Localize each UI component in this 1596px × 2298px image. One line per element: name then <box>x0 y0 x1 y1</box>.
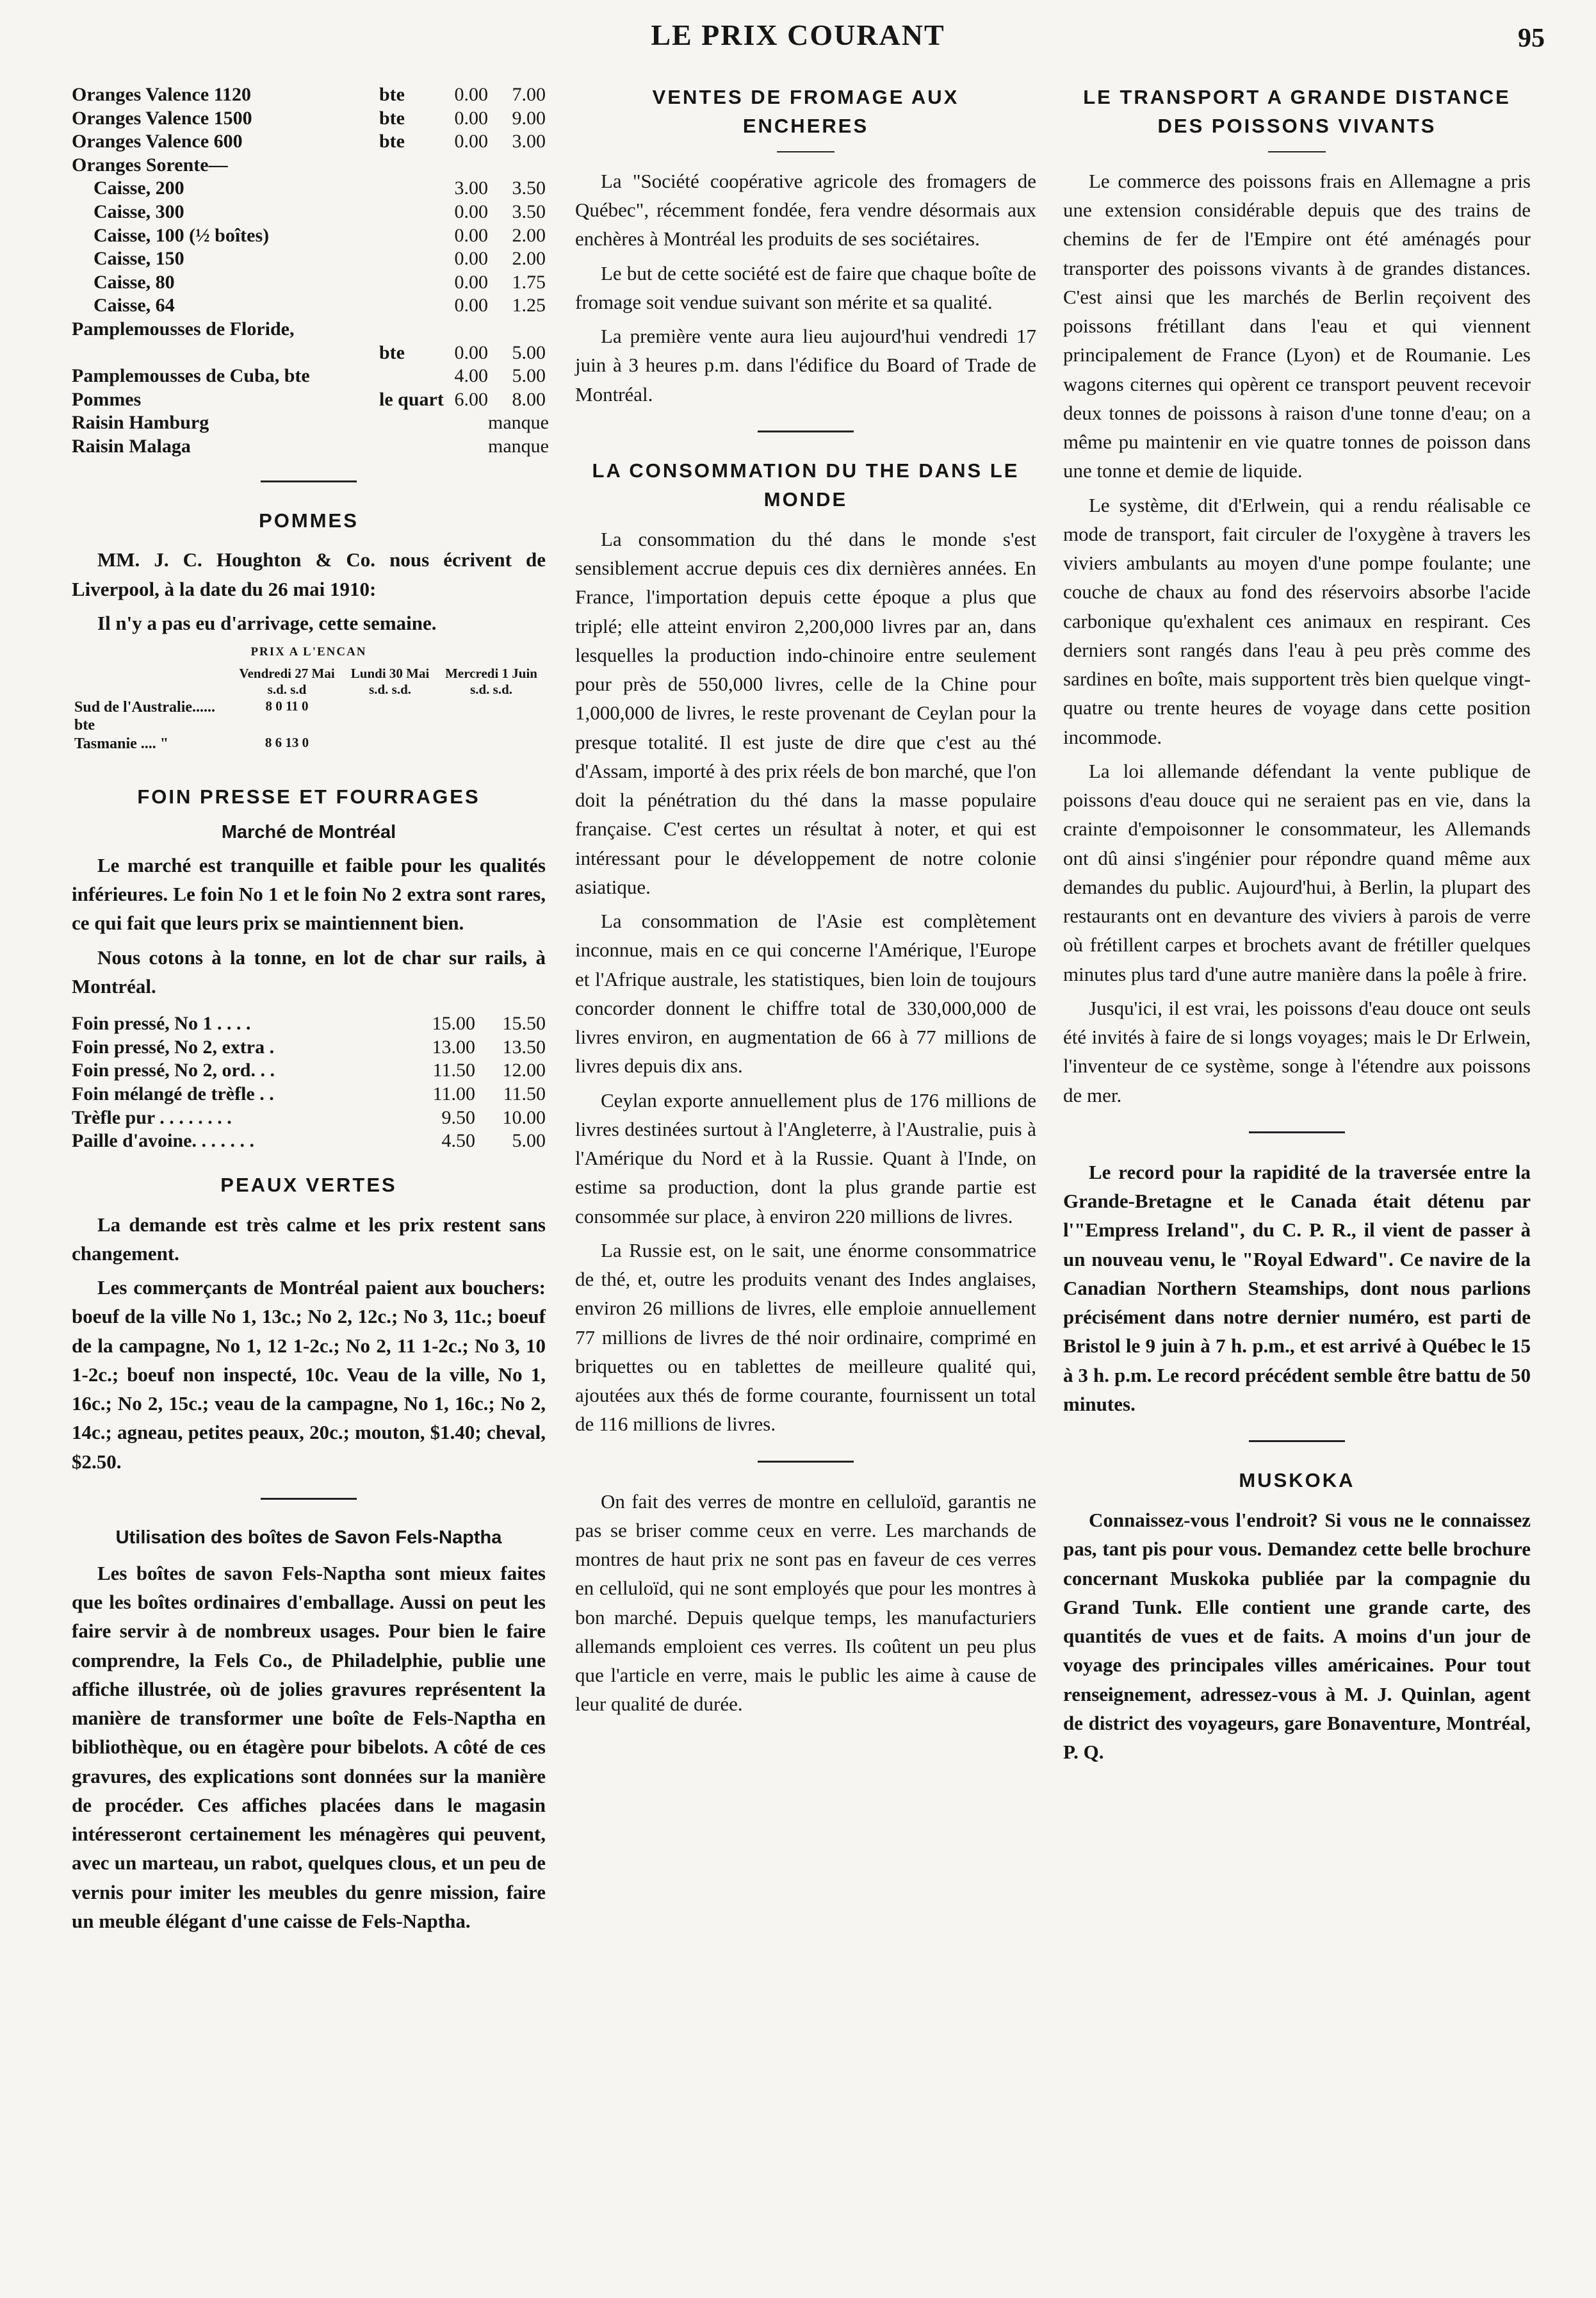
article-peaux <box>72 1171 546 1476</box>
running-title: LE PRIX COURANT <box>651 19 945 51</box>
price-value: 7.00 <box>512 84 546 105</box>
section-heading: PEAUX VERTES <box>220 1173 397 1196</box>
article-the <box>575 457 1036 1439</box>
section-divider <box>777 151 835 152</box>
table-row <box>72 698 546 735</box>
section-heading: POMMES <box>259 509 359 532</box>
price-value: 0.00 <box>454 295 488 316</box>
paragraph: Connaissez-vous l'endroit? Si vous ne le connaissez pas, tant pis pour vous. Demandez cette belle brochure concernant Muskoka publiée par la compagnie du Grand Tunk. Elle contient une grande carte, des quantités de vues et de faits. A moins d'un jour de voyage des principales villes américaines. Pour tout renseignement, adressez-vous à M. J. Quinlan, agent de district des voyageurs, gare Bonaventure, Montréal, P. Q. <box>1063 1509 1531 1764</box>
price-row <box>72 1083 546 1106</box>
price-value <box>430 411 488 435</box>
price-value: 0.00 <box>454 84 488 105</box>
price-row <box>72 1012 546 1036</box>
section-heading: VENTES DE FROMAGE AUX ENCHERES <box>652 86 959 137</box>
price-row <box>72 411 549 435</box>
fruit-price-list <box>72 83 549 459</box>
price-unit <box>379 247 430 271</box>
price-row <box>72 83 546 107</box>
price-row <box>72 224 546 248</box>
price-label: Raisin Malaga <box>72 435 191 457</box>
price-value: 3.50 <box>512 177 546 199</box>
section-subheading: Marché de Montréal <box>221 821 396 842</box>
paragraph: La consommation du thé dans le monde s'est sensiblement accrue depuis ces dix dernières années. En France, l'importation depuis cette époque a plus que triplé; elle atteint environ 2,200,000 livres par an, dans lesquelles la production indo-chinoire entre seulement pour près de 550,000 livres, celle de la Chine pour 1,000,000 de livres, le reste provenant de Ceylan pour la presque totalité. Il est juste de dire que c'est au thé d'Assam, importé à des prix réels de bon marché, que l'on doit la pénétration du thé dans la masse populaire française. C'est certes un résultat à noter, et qui est intéressant pour le développement de notre colonie asiatique. <box>575 527 1036 898</box>
paragraph: Le but de cette société est de faire que chaque boîte de fromage soit vendue suivant son mérite et sa qualité. <box>575 261 1036 313</box>
price-row <box>72 107 546 131</box>
section-divider <box>758 431 854 432</box>
column-right <box>1063 83 1531 1771</box>
price-row <box>72 365 546 388</box>
price-unit: bte <box>379 341 405 363</box>
price-label: Foin pressé, No 1 . . . . <box>72 1013 251 1035</box>
price-value: 0.00 <box>454 107 488 129</box>
price-label: Oranges Valence 600 <box>72 131 243 152</box>
column-subheader: s.d. s.d. <box>470 682 513 698</box>
table-cell <box>437 735 546 753</box>
paragraph: La première vente aura lieu aujourd'hui vendredi 17 juin à 3 heures p.m. dans l'édifice du Board of Trade de Montréal. <box>575 325 1036 406</box>
price-unit: bte <box>379 131 405 152</box>
price-row <box>72 201 546 224</box>
price-unit <box>379 411 430 435</box>
paragraph: La consommation de l'Asie est complètement inconnue, mais en ce qui concerne l'Amérique, l'Europe et l'Afrique australe, les statistiques, bien loin de toujours concorder donnent le chiffre total de 330,000,000 de livres environ, en augmentation de 66 à 77 millions de livres depuis dix ans. <box>575 910 1036 1078</box>
section-divider <box>1268 151 1326 152</box>
price-value: 2.00 <box>512 224 546 246</box>
price-label: Paille d'avoine. . . . . . . <box>72 1130 254 1152</box>
price-label: Foin pressé, No 2, extra . <box>72 1036 275 1058</box>
price-row <box>72 130 546 154</box>
price-value: 15.50 <box>502 1013 546 1035</box>
price-unit: bte <box>379 107 405 129</box>
price-value: 10.00 <box>502 1106 546 1128</box>
price-row <box>72 294 546 318</box>
price-label: Raisin Hamburg <box>72 412 209 434</box>
price-value: 8.00 <box>512 388 546 410</box>
table-cell <box>343 698 437 735</box>
price-unit <box>379 318 430 341</box>
price-unit <box>379 154 430 177</box>
paragraph: La Russie est, on le sait, une énorme consommatrice de thé, et, outre les produits venant des Indes anglaises, environ 26 millions de livres, elle emploie annuellement 77 millions de livres de thé noir ordinaire, comprimé en briquettes ou en tablettes de meilleure qualité qui, ajoutées aux thés de forme courante, fournissent un total de 116 millions de livres. <box>575 1238 1036 1436</box>
table-cell <box>343 735 437 753</box>
column-middle <box>575 83 1036 1724</box>
price-row <box>72 271 546 295</box>
paragraph: Les boîtes de savon Fels-Naptha sont mieux faites que les boîtes ordinaires d'emballage. Aussi on peut les faire servir à de nombreux usages. Pour bien le faire comprendre, la Fels Co., de Philadelphie, publie une affiche illustrée, où de jolies gravures représentent la manière de transformer une boîte de Fels-Naptha en bibliothèque, ou en étagère pour bibelots. A côté de ces gravures, des explications sont données sur la manière de procéder. Ces affiches placées dans le magasin intéresseront certainement les ménagères qui peuvent, avec un marteau, un rabot, quelques clous, et un peu de vernis pour imiter les meubles du genre mission, faire un meuble élégant d'une caisse de Fels-Naptha. <box>72 1561 546 1932</box>
section-divider <box>1249 1440 1345 1442</box>
price-value: 9.50 <box>441 1106 475 1128</box>
section-heading: FOIN PRESSE ET FOURRAGES <box>137 785 480 808</box>
table-cell: 8 0 11 0 <box>265 698 309 714</box>
price-value <box>488 154 546 177</box>
price-unit <box>379 224 430 248</box>
price-label: Caisse, 64 <box>94 295 175 316</box>
price-row <box>72 247 546 271</box>
price-label: Oranges Valence 1120 <box>72 84 252 105</box>
price-value: 0.00 <box>454 224 488 246</box>
price-value <box>488 318 546 341</box>
table-row <box>72 735 546 753</box>
price-row <box>72 1106 546 1130</box>
price-value: 5.00 <box>512 341 546 363</box>
price-value: manque <box>488 435 549 457</box>
article-pommes <box>72 507 546 753</box>
column-header: Mercredi 1 Juin <box>445 666 537 682</box>
auction-price-table <box>72 666 546 753</box>
price-row <box>72 341 546 365</box>
table-cell <box>437 698 546 735</box>
price-label: Foin mélangé de trèfle . . <box>72 1083 274 1104</box>
price-unit <box>379 435 430 459</box>
price-label: Pamplemousses de Floride, <box>72 318 295 340</box>
paragraph: La demande est très calme et les prix restent sans changement. <box>72 1213 546 1265</box>
paragraph: La loi allemande défendant la vente publique de poissons d'eau douce qui ne seraient pas en vie, dans la crainte d'empoisonner le consommateur, les Allemands ont dû ainsi s'ingénier pour répondre quand même aux demandes du public. Aujourd'hui, à Berlin, la plupart des restaurants ont en devanture des viviers à parois de verre où frétillent carpes et brochets avant de frétiller quelques minutes plus tard d'une autre manière dans la poêle à frire. <box>1063 759 1531 985</box>
price-value: 9.00 <box>512 107 546 129</box>
price-label: Caisse, 100 (½ boîtes) <box>94 224 270 246</box>
column-header: Vendredi 27 Mai <box>239 666 335 682</box>
price-label: Caisse, 200 <box>94 177 184 199</box>
price-value: 11.50 <box>503 1083 546 1104</box>
price-unit <box>379 271 430 295</box>
price-value: 0.00 <box>454 271 488 293</box>
section-heading: LA CONSOMMATION DU THE DANS LE MONDE <box>592 459 1020 511</box>
row-label: Sud de l'Australie...... bte <box>74 698 216 734</box>
paragraph: Le record pour la rapidité de la traversée entre la Grande-Bretagne et le Canada était détenu par l'"Empress Ireland", du C. P. R., il vient de passer à un nouveau venu, le "Royal Edward". Ce navire de la Canadian Northern Steamships, dont nous parlions précisément dans notre dernier numéro, est parti de Bristol le 9 juin à 7 h. p.m., et est arrivé à Québec le 15 à 3 h. p.m. Le record précédent semble être battu de 50 minutes. <box>1063 1160 1531 1415</box>
price-label: Oranges Valence 1500 <box>72 107 252 129</box>
price-value: 1.25 <box>512 295 546 316</box>
column-header: Lundi 30 Mai <box>350 666 430 682</box>
table-caption: PRIX A L'ENCAN <box>250 645 367 659</box>
paragraph: On fait des verres de montre en celluloïd, garantis ne pas se briser comme ceux en verre. Les marchands de montres de haut prix ne sont pas en faveur de ces verres en celluloïd, qui ne sont employés que pour les montres à bon marché. Depuis quelque temps, les manufacturiers allemands emploient ces verres. Ils coûtent un peu plus que l'article en verre, mais le public les aime à cause de leur qualité de durée. <box>575 1490 1036 1716</box>
column-subheader: s.d. s.d <box>267 682 307 698</box>
article-savon <box>72 1524 546 1935</box>
paragraph: Le système, dit d'Erlwein, qui a rendu réalisable ce mode de transport, fait circuler de l'oxygène à travers les viviers ambulants au moyen d'une pompe foulante; une couche de chaux au fond des réservoirs absorbe l'acide carbonique qu'exhalent ces animaux en respirant. Ces derniers sont rangés dans l'eau à peu près comme des sardines en boîte, mais supportent très bien quelque vingt-quatre ou trente heures de voyage dans cette position incommode. <box>1063 493 1531 748</box>
price-value: 0.00 <box>454 201 488 222</box>
price-row <box>72 1036 546 1060</box>
column-left <box>72 83 549 1941</box>
price-value: 0.00 <box>454 341 488 363</box>
price-row <box>72 318 546 341</box>
price-value: 4.00 <box>454 365 488 387</box>
price-label: Caisse, 80 <box>94 271 175 293</box>
paragraph: Ceylan exporte annuellement plus de 176 millions de livres destinées surtout à l'Angleterre, à l'Australie, puis à l'Amérique du Nord et à la Russie. Quant à l'Inde, on estime sa production, dont la plus grande partie est consommée sur place, à environ 220 millions de livres. <box>575 1088 1036 1227</box>
price-value: 15.00 <box>432 1013 475 1035</box>
price-value <box>430 318 488 341</box>
price-value: 3.50 <box>512 201 546 222</box>
article-fromage <box>575 83 1036 409</box>
price-value <box>430 154 488 177</box>
paragraph: Il n'y a pas eu d'arrivage, cette semaine. <box>97 611 437 634</box>
price-label: Oranges Sorente— <box>72 154 228 176</box>
column-subheader: s.d. s.d. <box>369 682 412 698</box>
table-cell: 8 6 13 0 <box>265 735 309 751</box>
paragraph: Jusqu'ici, il est vrai, les poissons d'eau douce ont seuls été invités à faire de si longs voyages; mais le Dr Erlwein, l'inventeur de ce système, songe à l'étendre aux poissons de mer. <box>1063 996 1531 1106</box>
price-row <box>72 177 546 201</box>
price-value <box>430 435 488 459</box>
price-value: 5.00 <box>512 1130 546 1152</box>
price-value: 6.00 <box>454 388 488 410</box>
article-montre <box>575 1487 1036 1719</box>
price-value: 13.50 <box>502 1036 546 1058</box>
price-row <box>72 1059 546 1083</box>
price-value: 12.00 <box>502 1060 546 1081</box>
price-value: 11.00 <box>432 1083 475 1104</box>
section-divider <box>1249 1131 1345 1133</box>
price-label <box>72 341 379 365</box>
price-unit <box>379 365 430 388</box>
article-record <box>1063 1158 1531 1418</box>
section-divider <box>261 1498 357 1500</box>
price-row <box>72 435 549 459</box>
paragraph: MM. J. C. Houghton & Co. nous écrivent de Liverpool, à la date du 26 mai 1910: <box>72 548 546 600</box>
article-foin <box>72 783 546 1153</box>
section-heading: LE TRANSPORT A GRANDE DISTANCE DES POISSONS VIVANTS <box>1083 86 1511 137</box>
price-label: Pommes <box>72 388 142 410</box>
price-label: Caisse, 150 <box>94 248 184 270</box>
paragraph: Nous cotons à la tonne, en lot de char sur rails, à Montréal. <box>72 946 546 997</box>
price-unit: bte <box>379 84 405 105</box>
article-poissons <box>1063 83 1531 1110</box>
price-unit <box>379 294 430 318</box>
price-label: Caisse, 300 <box>94 201 184 222</box>
price-row <box>72 154 546 177</box>
price-value: 2.00 <box>512 248 546 270</box>
price-value: manque <box>488 412 549 434</box>
price-label: Pamplemousses de Cuba, bte <box>72 365 310 387</box>
price-unit <box>379 201 430 224</box>
row-label: Tasmanie .... " <box>74 735 169 753</box>
price-unit <box>379 177 430 201</box>
price-row <box>72 388 546 412</box>
price-value: 0.00 <box>454 248 488 270</box>
price-value: 4.50 <box>441 1130 475 1152</box>
paragraph: Les commerçants de Montréal paient aux bouchers: boeuf de la ville No 1, 13c.; No 2, 12c.; No 3, 11c.; boeuf de la campagne, No 1, 12 1-2c.; No 2, 11 1-2c.; No 3, 10 1-2c.; boeuf non inspecté, 10c. Veau de la ville, No 1, 16c.; No 2, 15c.; veau de la campagne, No 1, 16c.; No 2, 14c.; agneau, petites peaux, 20c.; mouton, $1.40; cheval, $2.50. <box>72 1276 546 1473</box>
section-divider <box>261 480 357 482</box>
page-number: 95 <box>1518 24 1545 53</box>
hay-price-list <box>72 1012 546 1153</box>
section-divider <box>758 1461 854 1463</box>
price-row <box>72 1129 546 1153</box>
paragraph: Le commerce des poissons frais en Allemagne a pris une extension considérable depuis que des trains de chemins de fer de l'Empire ont été aménagés pour transporter des poissons vivants à de grandes distances. C'est ainsi que les marchés de Berlin reçoivent des poissons frétillant dans l'eau et qui viennent principalement de France (Lyon) et de Roumanie. Les wagons citernes qui opèrent ce transport peuvent recevoir deux tonnes de poissons à raison d'une tonne d'eau; on a même pu maintenir en vie quatre tonnes de poisson dans une tonne et demie de liquide. <box>1063 169 1531 482</box>
section-heading: Utilisation des boîtes de Savon Fels-Naptha <box>115 1527 502 1548</box>
price-unit: le quart <box>379 388 444 410</box>
price-value: 3.00 <box>454 177 488 199</box>
paragraph: La "Société coopérative agricole des fromagers de Québec", récemment fondée, fera vendre désormais aux enchères à Montréal les produits de ses sociétaires. <box>575 169 1036 250</box>
price-value: 11.50 <box>432 1060 475 1081</box>
section-heading: MUSKOKA <box>1239 1469 1355 1492</box>
price-value: 1.75 <box>512 271 546 293</box>
price-label: Foin pressé, No 2, ord. . . <box>72 1060 275 1081</box>
price-value: 13.00 <box>432 1036 475 1058</box>
article-muskoka <box>1063 1466 1531 1766</box>
price-value: 3.00 <box>512 131 546 152</box>
price-value: 0.00 <box>454 131 488 152</box>
price-label: Trèfle pur . . . . . . . . <box>72 1106 232 1128</box>
price-value: 5.00 <box>512 365 546 387</box>
paragraph: Le marché est tranquille et faible pour les qualités inférieures. Le foin No 1 et le foin No 2 extra sont rares, ce qui fait que leurs prix se maintiennent bien. <box>72 853 546 935</box>
